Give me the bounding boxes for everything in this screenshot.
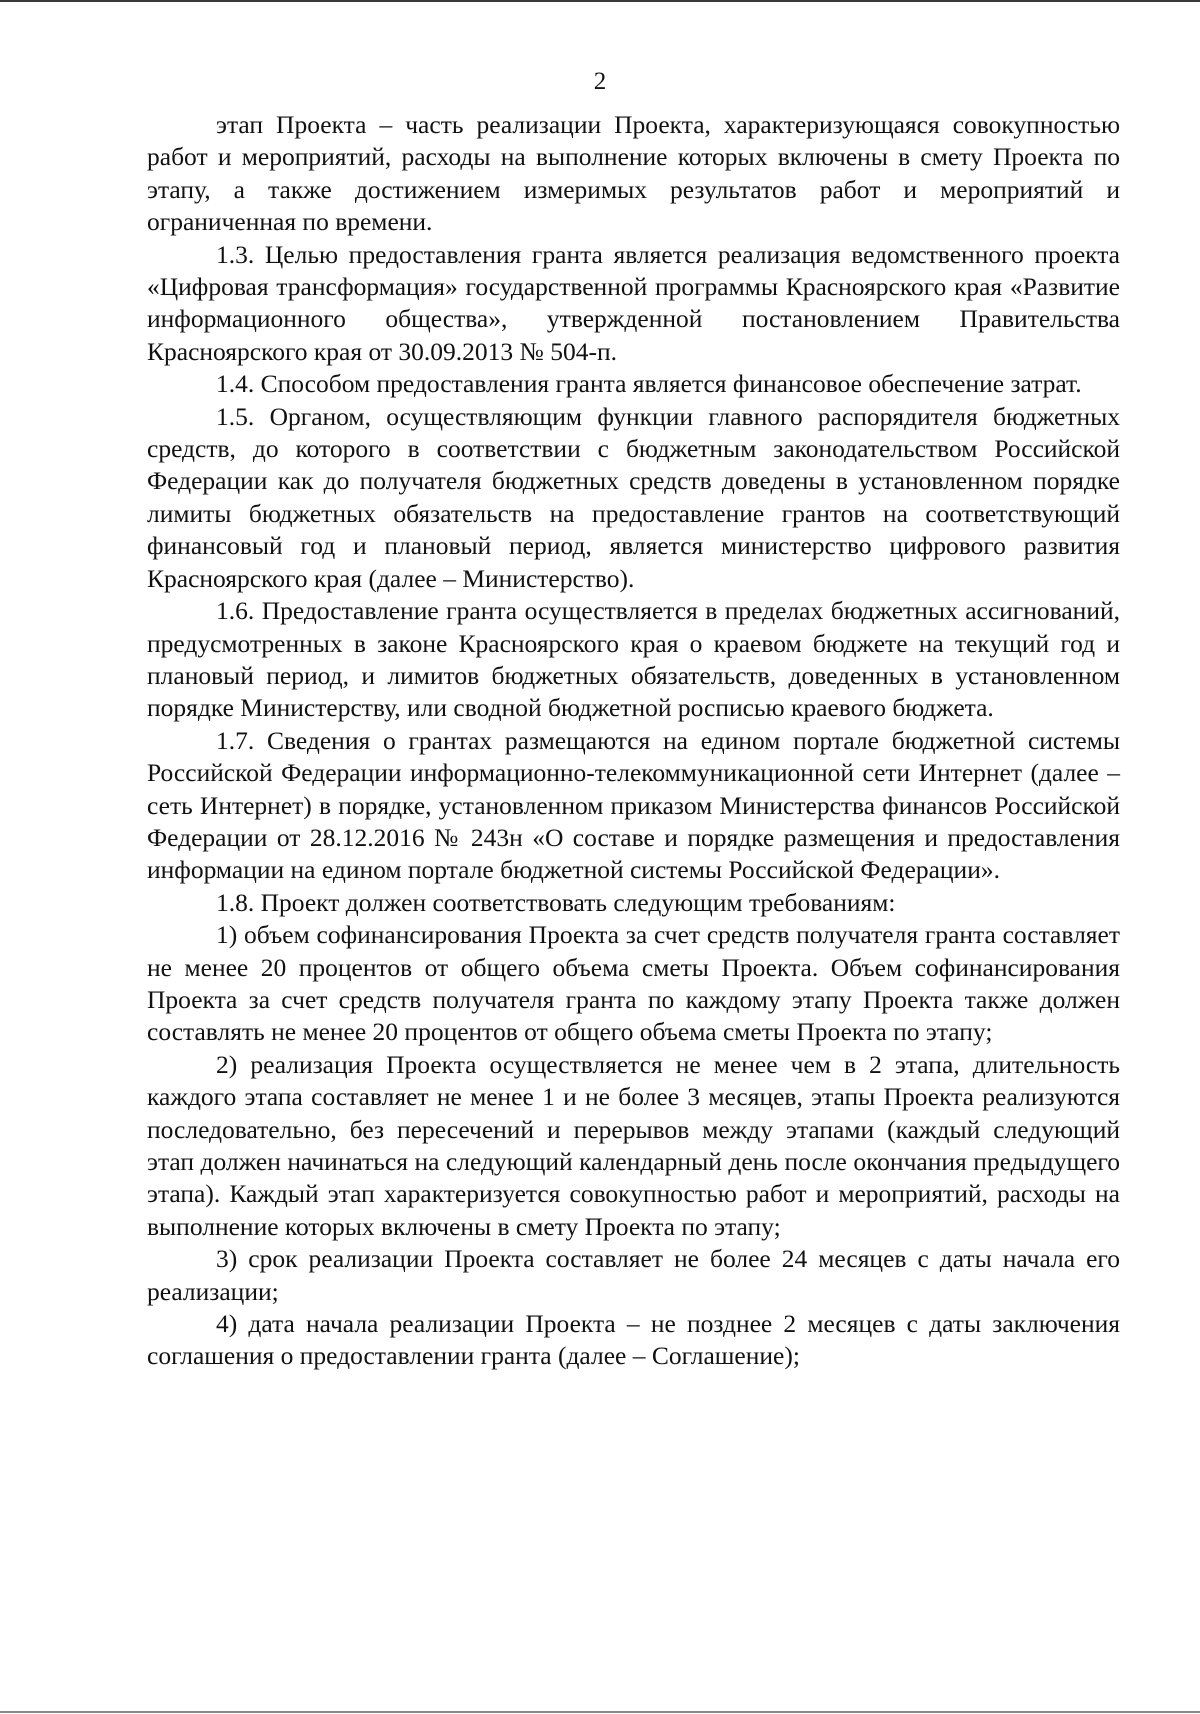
paragraph-1-4: 1.4. Способом предоставления гранта является финансовое обеспечение затрат. bbox=[216, 369, 1082, 399]
document-body bbox=[147, 109, 1120, 1373]
list-item-1: 1) объем софинансирования Проекта за счет средств получателя гранта составляет не менее 20 процентов от общего объема сметы Проекта. Объем софинансирования Проекта за счет средств получателя гранта по каждому этапу Проекта также должен составлять не менее 20 процентов от общего объема сметы Проекта по этапу; bbox=[147, 920, 1120, 1047]
paragraph-stage-definition: этап Проекта – часть реализации Проекта, характеризующаяся совокупностью работ и мероприятий, расходы на выполнение которых включены в смету Проекта по этапу, а также достижением измеримых результатов работ и мероприятий и ограниченная по времени. bbox=[147, 110, 1120, 237]
paragraph-1-6: 1.6. Предоставление гранта осуществляется в пределах бюджетных ассигнований, предусмотренных в законе Красноярского края о краевом бюджете на текущий год и плановый период, и лимитов бюджетных обязательств, доведенных в установленном порядке Министерству, или сводной бюджетной росписью краевого бюджета. bbox=[147, 596, 1120, 723]
list-item-2: 2) реализация Проекта осуществляется не менее чем в 2 этапа, длительность каждого этапа составляет не менее 1 и не более 3 месяцев, этапы Проекта реализуются последовательно, без пересечений и перерывов между этапами (каждый следующий этап должен начинаться на следующий календарный день после окончания предыдущего этапа). Каждый этап характеризуется совокупностью работ и мероприятий, расходы на выполнение которых включены в смету Проекта по этапу; bbox=[147, 1049, 1120, 1241]
paragraph-1-3: 1.3. Целью предоставления гранта является реализация ведомственного проекта «Цифровая трансформация» государственной программы Красноярского края «Развитие информационного общества», утвержденной постановлением Правительства Красноярского края от 30.09.2013 № 504-п. bbox=[147, 239, 1120, 366]
list-item-3: 3) срок реализации Проекта составляет не более 24 месяцев с даты начала его реализации; bbox=[147, 1244, 1120, 1306]
list-item-4: 4) дата начала реализации Проекта – не позднее 2 месяцев с даты заключения соглашения о предоставлении гранта (далее – Соглашение); bbox=[147, 1309, 1120, 1371]
page-number: 2 bbox=[593, 68, 607, 95]
paragraph-1-5: 1.5. Органом, осуществляющим функции главного распорядителя бюджетных средств, до которого в соответствии с бюджетным законодательством Российской Федерации как до получателя бюджетных средств доведены в установленном порядке лимиты бюджетных обязательств на предоставление грантов на соответствующий финансовый год и плановый период, является министерство цифрового развития Красноярского края (далее – Министерство). bbox=[147, 401, 1120, 593]
paragraph-1-8: 1.8. Проект должен соответствовать следующим требованиям: bbox=[216, 887, 896, 917]
paragraph-1-7: 1.7. Сведения о грантах размещаются на едином портале бюджетной системы Российской Федерации информационно-телекоммуникационной сети Интернет (далее – сеть Интернет) в порядке, установленном приказом Министерства финансов Российской Федерации от 28.12.2016 № 243н «О составе и порядке размещения и предоставления информации на едином портале бюджетной системы Российской Федерации». bbox=[147, 725, 1120, 885]
scan-edge-top bbox=[0, 0, 1200, 2]
scan-edge-bottom bbox=[0, 1711, 1200, 1713]
